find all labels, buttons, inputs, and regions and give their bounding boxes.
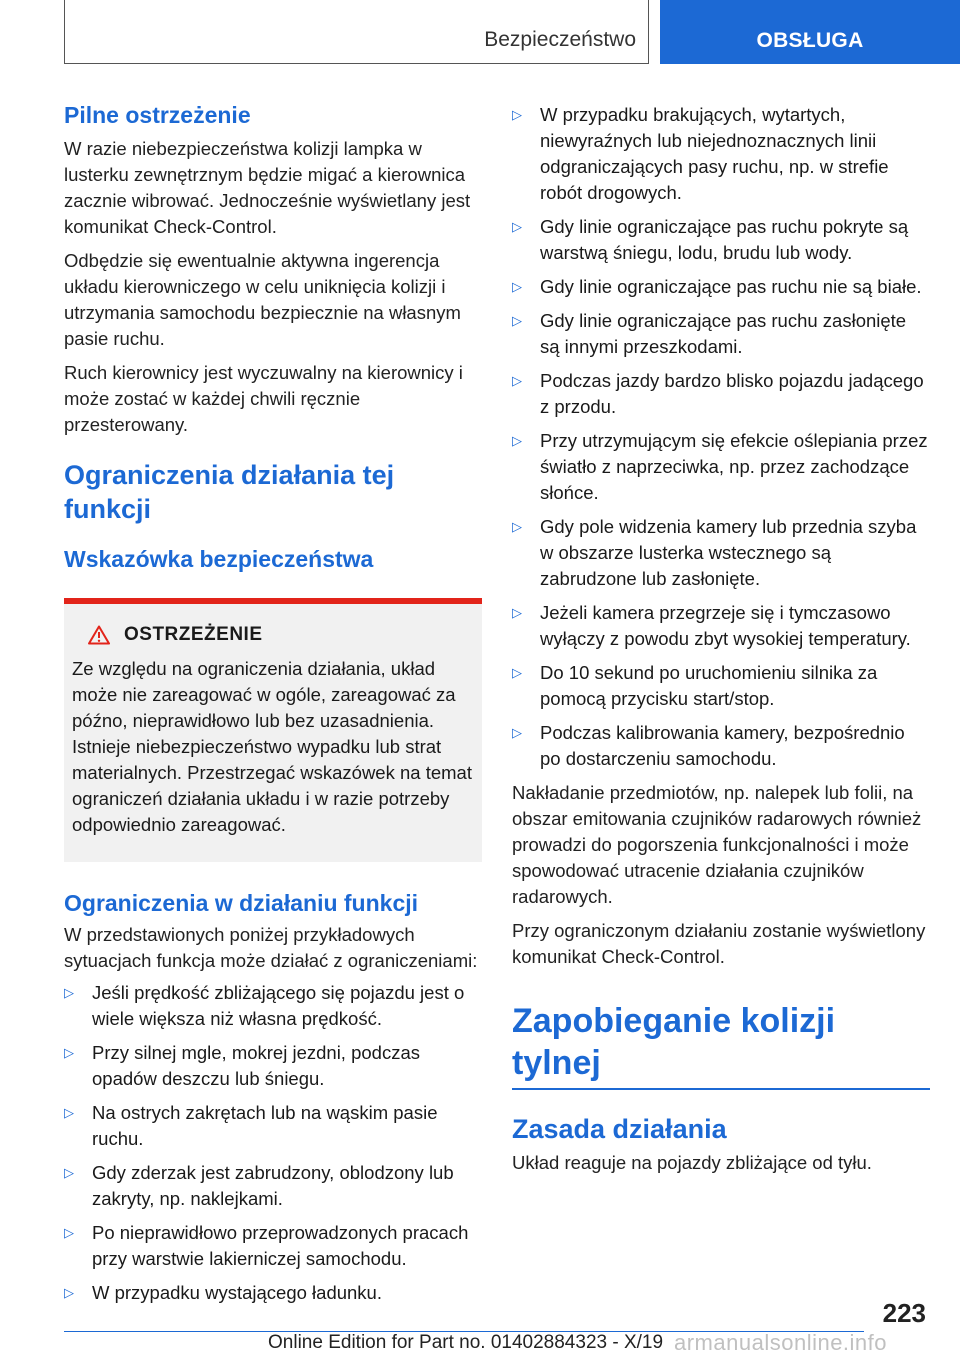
triangle-bullet-icon: ▷: [512, 725, 522, 740]
warning-triangle-icon: [88, 625, 110, 645]
list-item: [64, 980, 482, 1032]
triangle-bullet-icon: ▷: [512, 313, 522, 328]
warning-text: Ze względu na ograniczenia działania, układ może nie zareagować w ogóle, zareagować za późno, nieprawidłowo lub bez uzasadnienia. Istnieje niebezpieczeństwo wypadku lub strat materialnych. Przestrzegać wskazówek na temat ograniczeń działania układu i w razie potrzeby odpowiednio zareagować.: [72, 658, 472, 835]
list-item-text: Do 10 sekund po uruchomieniu silnika za pomocą przycisku start/stop.: [540, 662, 878, 709]
list-item-text: Gdy linie ograniczające pas ruchu pokryte są warstwą śniegu, lodu, brudu lub wody.: [540, 216, 909, 263]
triangle-bullet-icon: ▷: [512, 519, 522, 534]
list-item: [512, 660, 930, 712]
heading-pilne-ostrzezenie: Pilne ostrzeżenie: [64, 102, 251, 128]
list-item-text: Po nieprawidłowo przeprowadzonych pracach przy warstwie lakierniczej samochodu.: [92, 1222, 469, 1269]
triangle-bullet-icon: ▷: [512, 279, 522, 294]
paragraph: W razie niebezpieczeństwa kolizji lampka w lusterku zewnętrznym będzie migać a kierownica zacznie wibrować. Jednocześnie wyświetlany jest komunikat Check-Control.: [64, 138, 471, 237]
list-item: [64, 1280, 482, 1306]
triangle-bullet-icon: ▷: [512, 107, 522, 122]
paragraph: Układ reaguje na pojazdy zbliżające od tyłu.: [512, 1152, 872, 1173]
heading-wskazowka: Wskazówka bezpieczeństwa: [64, 546, 374, 572]
list-item-text: Przy silnej mgle, mokrej jezdni, podczas opadów deszczu lub śniegu.: [92, 1042, 420, 1089]
heading-zasada-dzialania: Zasada działania: [512, 1114, 727, 1144]
heading-underline: [512, 1088, 930, 1090]
paragraph: W przedstawionych poniżej przykładowych sytuacjach funkcja może działać z ograniczeniami:: [64, 924, 478, 971]
warning-box: [64, 598, 482, 862]
list-item-text: Gdy linie ograniczające pas ruchu zasłonięte są innymi przeszkodami.: [540, 310, 907, 357]
paragraph: Ruch kierownicy jest wyczuwalny na kierownicy i może zostać w każdej chwili ręcznie przesterowany.: [64, 362, 463, 435]
paragraph: Przy ograniczonym działaniu zostanie wyświetlony komunikat Check-Control.: [512, 920, 926, 967]
list-item-text: Jeżeli kamera przegrzeje się i tymczasowo wyłączy z powodu zbyt wysokiej temperatury.: [540, 602, 911, 649]
list-item-text: Jeśli prędkość zbliżającego się pojazdu jest o wiele większa niż własna prędkość.: [92, 982, 465, 1029]
paragraph: Odbędzie się ewentualnie aktywna ingerencja układu kierowniczego w celu uniknięcia kolizji i utrzymania samochodu bezpiecznie na własnym pasie ruchu.: [64, 250, 461, 349]
triangle-bullet-icon: ▷: [512, 373, 522, 388]
triangle-bullet-icon: ▷: [512, 219, 522, 234]
list-item: [512, 514, 930, 592]
limitations-list-continued: [512, 102, 930, 772]
list-item: [64, 1160, 482, 1212]
warning-label: OSTRZEŻENIE: [124, 624, 263, 645]
triangle-bullet-icon: ▷: [64, 1165, 74, 1180]
triangle-bullet-icon: ▷: [64, 1105, 74, 1120]
list-item-text: W przypadku wystającego ładunku.: [92, 1282, 382, 1303]
list-item-text: Podczas kalibrowania kamery, bezpośrednio po dostarczeniu samochodu.: [540, 722, 905, 769]
limitations-list: [64, 980, 482, 1306]
list-item: [64, 1220, 482, 1272]
page-header: [0, 0, 960, 66]
list-item: [64, 1100, 482, 1152]
list-item-text: Podczas jazdy bardzo blisko pojazdu jadącego z przodu.: [540, 370, 924, 417]
warning-title: [72, 624, 474, 646]
list-item: [512, 274, 930, 300]
list-item-text: Gdy zderzak jest zabrudzony, oblodzony lub zakryty, np. naklejkami.: [92, 1162, 454, 1209]
list-item: [512, 368, 930, 420]
triangle-bullet-icon: ▷: [64, 1225, 74, 1240]
list-item-text: Na ostrych zakrętach lub na wąskim pasie ruchu.: [92, 1102, 438, 1149]
triangle-bullet-icon: ▷: [512, 433, 522, 448]
page-number: 223: [882, 1298, 926, 1328]
triangle-bullet-icon: ▷: [64, 1285, 74, 1300]
heading-zapobieganie-kolizji: Zapobieganie kolizji tylnej: [512, 1002, 836, 1082]
footer-edition: Online Edition for Part no. 01402884323 - X/19: [268, 1332, 664, 1353]
section-title: Bezpieczeństwo: [484, 28, 636, 51]
list-item: [512, 720, 930, 772]
triangle-bullet-icon: ▷: [64, 1045, 74, 1060]
list-item: [512, 102, 930, 206]
triangle-bullet-icon: ▷: [512, 605, 522, 620]
triangle-bullet-icon: ▷: [512, 665, 522, 680]
list-item-text: Gdy linie ograniczające pas ruchu nie są białe.: [540, 276, 922, 297]
list-item: [512, 308, 930, 360]
right-column: [512, 100, 930, 1176]
list-item: [64, 1040, 482, 1092]
list-item: [512, 428, 930, 506]
chapter-tab[interactable]: OBSŁUGA: [660, 0, 960, 64]
list-item-text: Gdy pole widzenia kamery lub przednia szyba w obszarze lusterka wstecznego są zabrudzone lub zasłonięte.: [540, 516, 917, 589]
heading-ograniczenia-w-dzialaniu: Ograniczenia w działaniu funkcji: [64, 890, 419, 916]
footer-watermark: armanualsonline.info: [674, 1330, 888, 1355]
left-column: [64, 100, 482, 1314]
heading-ograniczenia: Ograniczenia działania tej funkcji: [64, 460, 395, 524]
list-item-text: Przy utrzymującym się efekcie oślepiania przez światło z naprzeciwka, np. przez zachodzące słońce.: [540, 430, 928, 503]
paragraph: Nakładanie przedmiotów, np. nalepek lub folii, na obszar emitowania czujników radarowych również prowadzi do pogorszenia funkcjonalności i może spowodować utracenie działania czujników radarowych.: [512, 782, 922, 907]
list-item: [512, 600, 930, 652]
list-item-text: W przypadku brakujących, wytartych, niewyraźnych lub niejednoznacznych linii odgraniczających pasy ruchu, np. w strefie robót drogowych.: [540, 104, 889, 203]
triangle-bullet-icon: ▷: [64, 985, 74, 1000]
section-box: [64, 0, 649, 64]
list-item: [512, 214, 930, 266]
